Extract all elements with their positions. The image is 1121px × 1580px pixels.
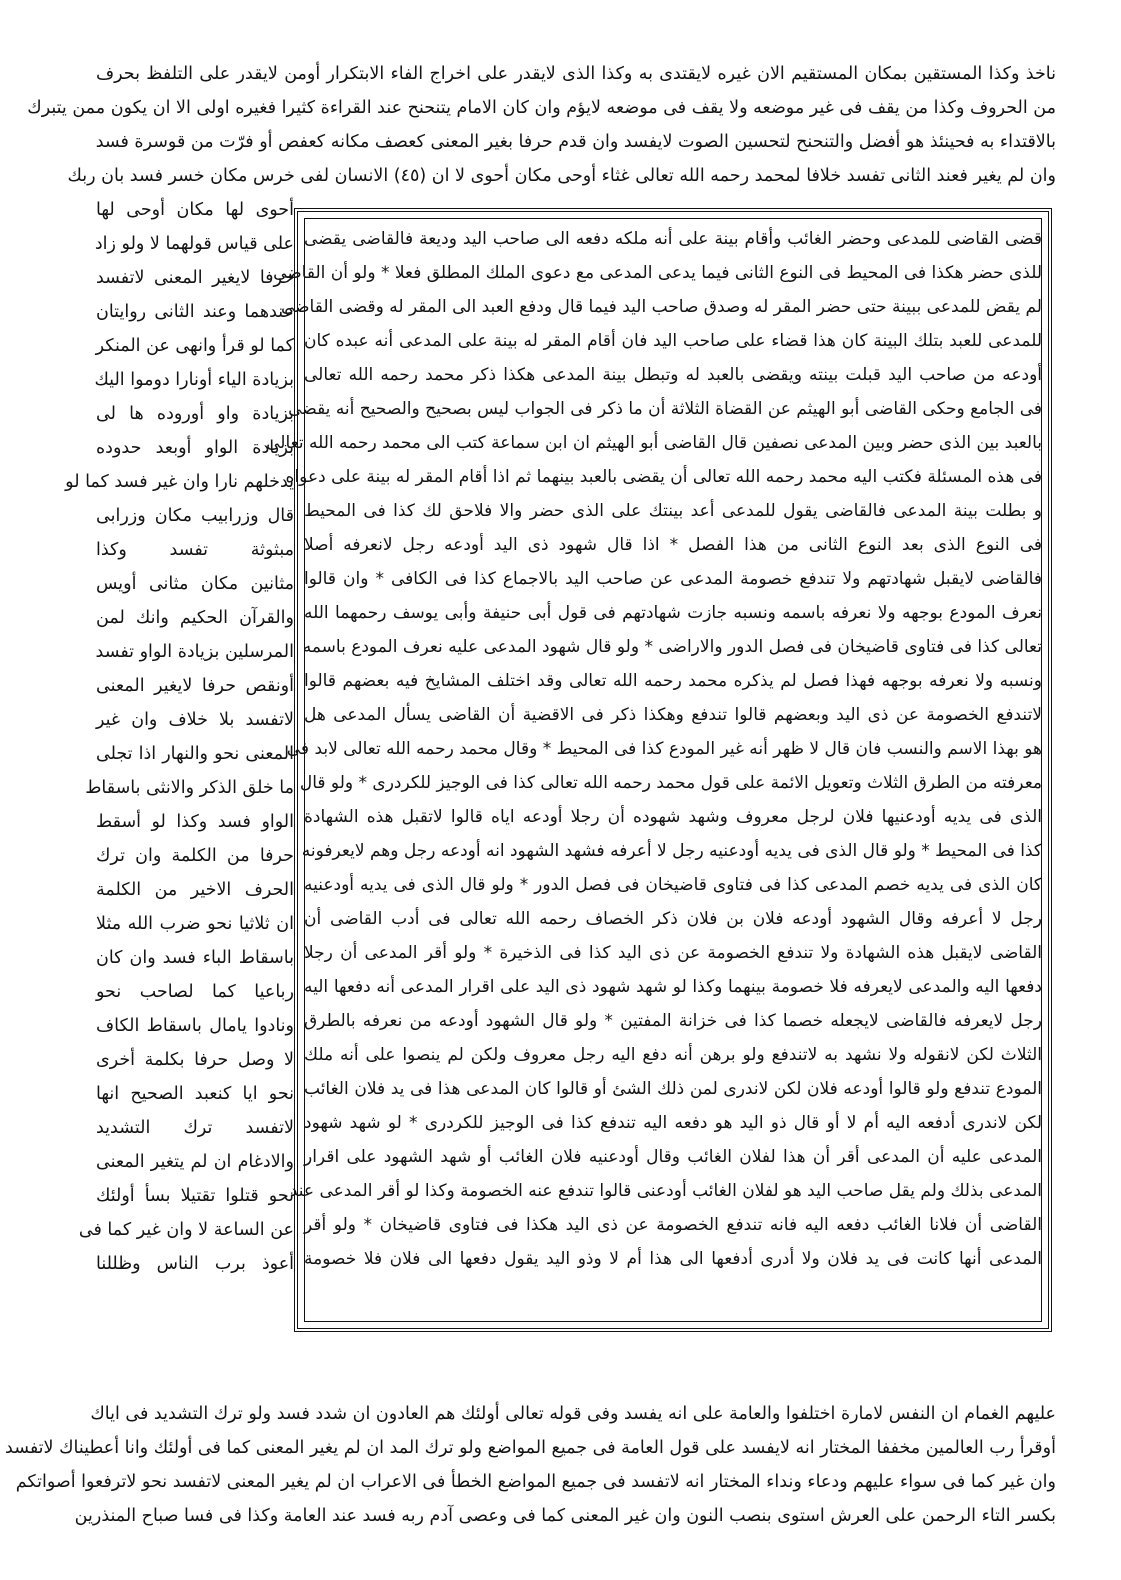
text-line: رجل لا أعرفه وقال الشهود أودعه فلان بن فلان ذكر الخصاف رحمه الله تعالى فى أدب القاضى أن <box>304 909 1042 929</box>
text-line: و بطلت بينة المدعى فالقاضى يقول للمدعى أعد بينتك على الذى حضر والا فلاحق لك كذا فى المحيط <box>304 501 1042 521</box>
margin-line: نحو قتلوا تقتيلا بسأ أولئك <box>96 1186 294 1206</box>
margin-line: أعوذ برب الناس وظللنا <box>96 1254 294 1274</box>
text-line: ناخذ وكذا المستقين بمكان المستقيم الان غيره لايقتدى به وكذا الذى لايقدر على اخراج الفاء الابتكرار أومن لايقدر على التلفظ بحرف <box>96 64 1056 84</box>
margin-line: نحو ايا كنعبد الصحيح انها <box>96 1084 294 1104</box>
margin-line: بزيادة الواو أوبعد حدوده <box>96 438 294 458</box>
text-line: لم يقض للمدعى ببينة حتى حضر المقر له وصدق صاحب اليد فيما قال ودفع العبد الى المقر له وقضى القاضى <box>280 297 1042 317</box>
margin-line: باسقاط الباء فسد وان كان <box>96 948 294 968</box>
margin-line: أحوى لها مكان أوحى لها <box>96 200 294 220</box>
margin-line: لاتفسد ترك التشديد <box>96 1118 294 1138</box>
margin-line: المرسلين بزيادة الواو تفسد <box>95 642 294 662</box>
text-line: ونسبه ولا نعرفه بوجهه فهذا فصل لم يذكره محمد رحمه الله تعالى وقد اختلف المشايخ فيه بعضهم قالوا <box>304 671 1042 691</box>
margin-line: مبثوثة تفسد وكذا <box>96 540 294 560</box>
text-line: للذى حضر هكذا فى المحيط فى النوع الثانى فيما يدعى المدعى مع دعوى الملك المطلق فعلا * ولو أن القاضى <box>273 263 1042 283</box>
text-line: فى الجامع وحكى القاضى أبو الهيثم عن القضاة الثلاثة أن ما ذكر فى الجواب ليس بصحيح والصحيح أنه يقضى <box>288 399 1042 419</box>
text-line: المدعى عليه أن المدعى أقر أن هذا لفلان الغائب وقال أودعنيه فلان الغائب أو شهد الشهود على اقرار <box>304 1147 1042 1167</box>
margin-line: بزيادة الياء أونارا دوموا اليك <box>94 370 294 390</box>
margin-line: ونادوا يامال باسقاط الكاف <box>96 1016 294 1036</box>
margin-line: كما لو قرأ وانهى عن المنكر <box>95 336 294 356</box>
margin-line: على قياس قولهما لا ولو زاد <box>94 234 294 254</box>
text-line: الثلاث لكن لانقوله ولا نشهد به لاتندفع ولو برهن أنه دفع اليه رجل معروف ولكن لم ينصوا على أنه ملك <box>304 1045 1042 1065</box>
margin-line: الواو فسد وكذا لو أسقط <box>96 812 294 832</box>
margin-line: يدخلهم نارا وان غير فسد كما لو <box>65 472 294 492</box>
text-line: المودع تندفع ولو قالوا أودعه فلان لكن لاندرى لمن ذلك الشئ أو قالوا كان المدعى هذا فى يد فلان الغائب <box>304 1079 1042 1099</box>
margin-line: مثانين مكان مثانى أويس <box>96 574 294 594</box>
text-line: من الحروف وكذا من يقف فى غير موضعه ولا يقف فى موضعه لايؤم وان كان الامام يتنحنح عند القراءة كثيرا فغيره اولى الا ان يكون ممن يتبرك <box>27 98 1056 118</box>
margin-line: المعنى نحو والنهار اذا تجلى <box>96 744 294 764</box>
text-line: كذا فى المحيط * ولو قال الذى فى يديه أودعنيه رجل لا أعرفه فشهد الشهود انه أودعه رجل وهم لايعرفونه <box>301 841 1042 861</box>
text-line: بكسر التاء الرحمن على العرش استوى بنصب النون وان غير المعنى كما فى وعصى آدم ربه فسد عند العامة وكذا فى فسا صباح المنذرين <box>74 1506 1056 1526</box>
text-line: معرفته من الطرق الثلاث وتعويل الائمة على قول محمد رحمه الله تعالى كذا فى الوجيز للكردرى * ولو قال <box>299 773 1042 793</box>
text-line: تعالى كذا فى فتاوى قاضيخان فى فصل الدور والاراضى * ولو قال شهود المدعى عليه نعرف المودع باسمه <box>302 637 1042 657</box>
text-line: فى هذه المسئلة فكتب اليه محمد رحمه الله تعالى أن يقضى بالعبد بينهما ثم اذا أقام المقر له بينة على دعواه <box>285 467 1042 487</box>
text-line: أودعه من صاحب اليد قبلت بينته ويقضى بالعبد له وتبطل بينة المدعى هكذا ذكر محمد رحمه الله تعالى <box>304 365 1042 385</box>
margin-line: حرفا لايغير المعنى لاتفسد <box>96 268 294 288</box>
text-line: القاضى أن فلانا الغائب دفعه اليه فانه تندفع الخصومة عن ذى اليد هكذا فى فتاوى قاضيخان * ولو أقر <box>304 1215 1042 1235</box>
text-line: وان غير كما فى سواء عليهم ودعاء ونداء المختار انه لاتفسد فى جميع المواضع الخطأ فى الاعراب ان لم يغير المعنى لاتفسد نحو لاترفعوا أصواتكم <box>15 1472 1056 1492</box>
margin-line: ما خلق الذكر والانثى باسقاط <box>85 778 294 798</box>
text-line: بالعبد بين الذى حضر وبين المدعى نصفين قال القاضى أبو الهيثم ان ابن سماعة كتب الى محمد رحمه الله تعالى <box>266 433 1042 453</box>
text-line: فى النوع الذى بعد النوع الثانى من هذا الفصل * اذا قال شهود ذى اليد أودعه رجل لانعرفه أصلا <box>304 535 1042 555</box>
margin-line: أونقص حرفا لايغير المعنى <box>96 676 294 696</box>
text-line: وان لم يغير فعند الثانى تفسد خلافا لمحمد رحمه الله تعالى غثاء أوحى مكان أحوى لا ان (٤٥) الانسان لفى خرس مكان خسر فسد بان ربك <box>67 166 1056 186</box>
margin-line: الحرف الاخير من الكلمة <box>96 880 294 900</box>
margin-line: قال وزرابيب مكان وزرابى <box>96 506 294 526</box>
text-line: الذى فى يديه أودعنيها فلان لرجل معروف وشهد شهوده أن رجلا أودعه اياه قالوا لاتقبل هذه الشهادة <box>304 807 1042 827</box>
text-line: رجل لايعرفه فالقاضى لايجعله خصما كذا فى خزانة المفتين * ولو قال الشهود أودعه من نعرفه بالطرق <box>304 1011 1042 1031</box>
text-line: لاتندفع الخصومة عن ذى اليد وبعضهم قالوا تندفع وهكذا ذكر فى الاقضية أن القاضى يسأل المدعى هل <box>304 705 1042 725</box>
text-line: فالقاضى لايقبل شهادتهم ولا تندفع خصومة المدعى عن صاحب اليد بالاجماع كذا فى الكافى * وان قالوا <box>304 569 1042 589</box>
margin-line: بزيادة واو أوروده ها لى <box>96 404 294 424</box>
text-line: أوقرأ رب العالمين مخففا المختار انه لايفسد على قول العامة فى جميع المواضع ولو ترك المد ان لم يغير المعنى كما فى أولئك وانا أعطيناك لاتفسد <box>5 1438 1056 1458</box>
margin-line: ان ثلاثيا نحو ضرب الله مثلا <box>96 914 294 934</box>
margin-line: لا وصل حرفا بكلمة أخرى <box>96 1050 294 1070</box>
text-line: نعرف المودع بوجهه ولا نعرفه باسمه ونسبه جازت شهادتهم فى قول أبى حنيفة وأبى يوسف رحمهما الله <box>304 603 1042 623</box>
text-line: دفعها اليه والمدعى لايعرفه فلا خصومة بينهما وكذا لو شهد شهود ذى اليد على اقرار المدعى أنه دفعها اليه <box>304 977 1042 997</box>
margin-line: لاتفسد بلا خلاف وان غير <box>96 710 294 730</box>
text-line: لكن لاندرى أدفعه اليه أم لا أو قال ذو اليد هو دفعه اليه تندفع كذا فى الوجيز للكردرى * لو شهد شهود <box>304 1113 1042 1133</box>
text-line: قضى القاضى للمدعى وحضر الغائب وأقام بينة على أنه ملكه دفعه الى صاحب اليد وديعة فالقاضى يقضى <box>304 229 1042 249</box>
margin-line: عندهما وعند الثانى روايتان <box>96 302 294 322</box>
text-line: القاضى لايقبل هذه الشهادة ولا تندفع الخصومة عن ذى اليد كذا فى الذخيرة * ولو أقر المدعى أن رجلا <box>304 943 1042 963</box>
text-line: عليهم الغمام ان النفس لامارة اختلفوا والعامة على انه يفسد وفى قوله تعالى أولئك هم العادون ان شدد فسد ولو ترك التشديد فى اياك <box>90 1404 1056 1424</box>
text-line: للمدعى للعبد بتلك البينة كان هذا قضاء على صاحب اليد فان أقام المقر له بينة على المدعى أنه عبده كان <box>304 331 1042 351</box>
margin-line: حرفا من الكلمة وان ترك <box>96 846 294 866</box>
margin-line: والقرآن الحكيم وانك لمن <box>96 608 294 628</box>
margin-line: عن الساعة لا وان غير كما فى <box>78 1220 294 1240</box>
text-line: المدعى أنها كانت فى يد فلان ولا أدرى أدفعها الى هذا أم لا وذو اليد يقول دفعها الى فلان فلا خصومة <box>304 1249 1042 1269</box>
margin-line: رباعيا كما لصاحب نحو <box>96 982 294 1002</box>
text-line: بالاقتداء به فحينئذ هو أفضل والتنحنح لتحسين الصوت لايفسد وان قدم حرفا بغير المعنى كعصف مكانه كعفص أو فرّت من قوسرة فسد <box>95 132 1056 152</box>
margin-line: والادغام ان لم يتغير المعنى <box>96 1152 294 1172</box>
text-line: كان الذى فى يديه خصم المدعى كذا فى فتاوى قاضيخان فى فصل الدور * ولو قال الذى فى يديه أودعنيه <box>304 875 1042 895</box>
text-line: هو بهذا الاسم والنسب فان قال لا ظهر أنه غير المودع كذا فى المحيط * وقال محمد رحمه الله تعالى لابد فى <box>286 739 1042 759</box>
text-line: المدعى بذلك ولم يقل صاحب اليد هو لفلان الغائب أودعنى قالوا تندفع عنه الخصومة وكذا لو أقر المدعى عند <box>289 1181 1042 1201</box>
